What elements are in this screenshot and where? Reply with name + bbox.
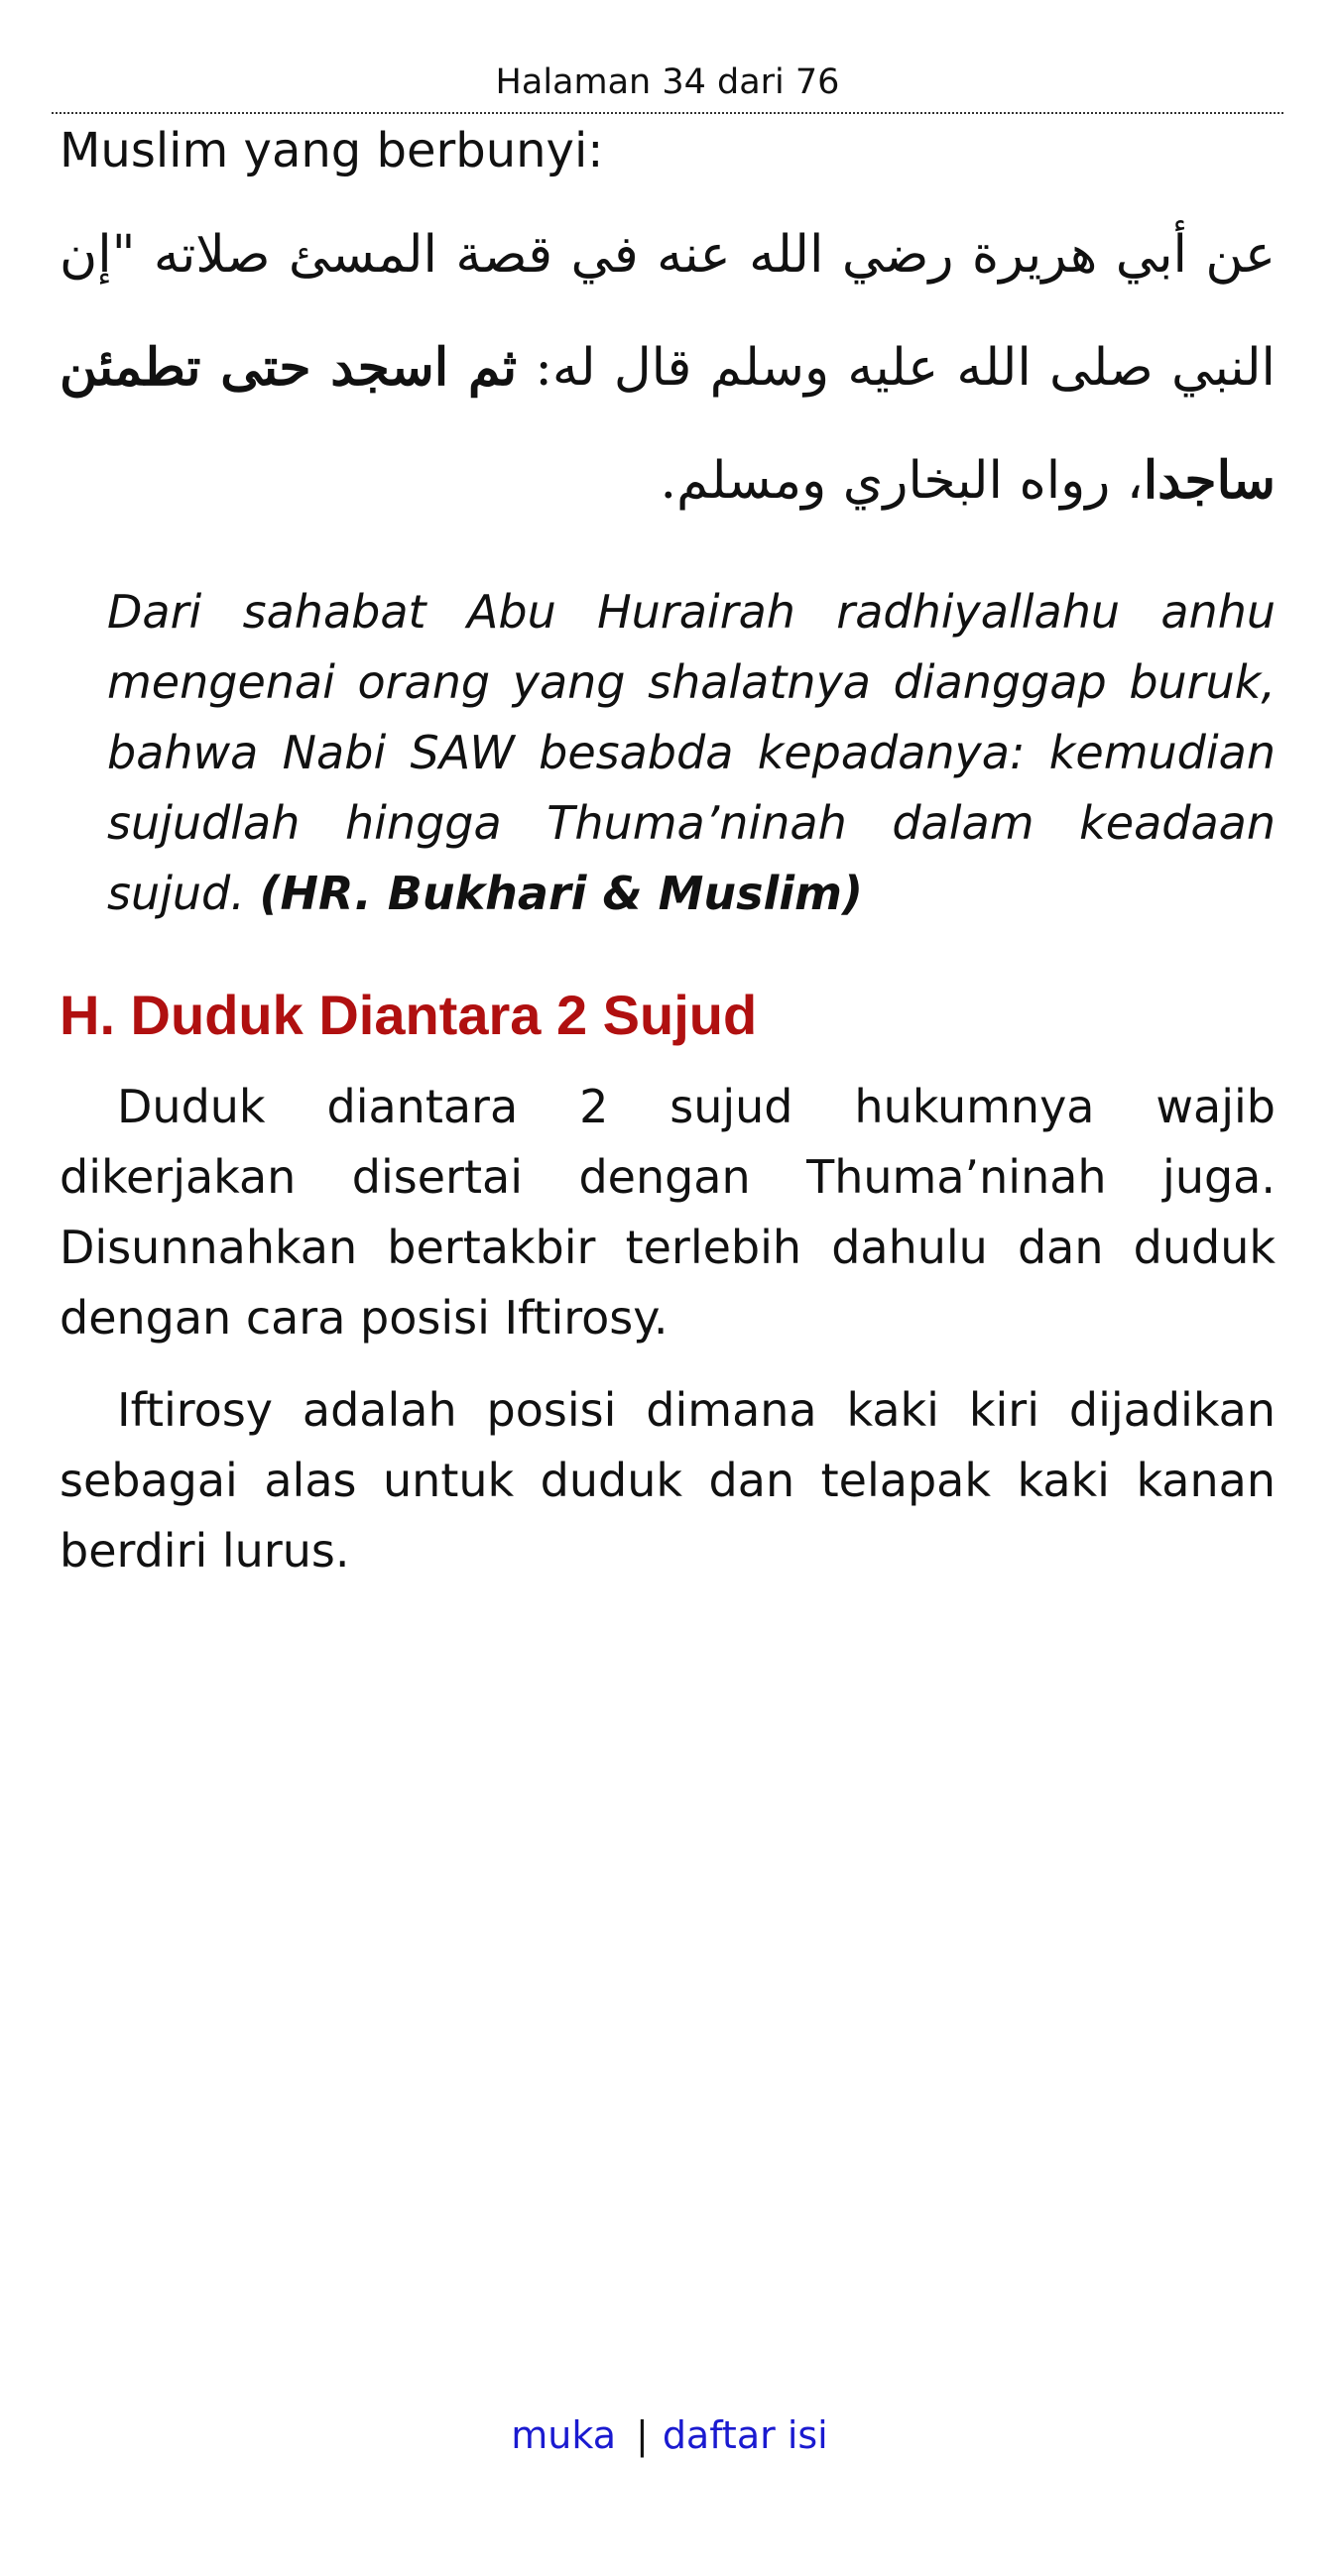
paragraph-2: Iftirosy adalah posisi dimana kaki kiri dijadikan sebagai alas untuk duduk dan telapak kaki kanan berdiri lurus. bbox=[60, 1383, 1276, 1578]
front-page-link[interactable]: muka bbox=[511, 2413, 616, 2457]
hadith-source: (HR. Bukhari & Muslim) bbox=[259, 867, 863, 920]
table-of-contents-link[interactable]: daftar isi bbox=[662, 2413, 828, 2457]
paragraph-1: Duduk diantara 2 sujud hukumnya wajib dikerjakan disertai dengan Thuma’ninah juga. Disunnahkan bertakbir terlebih dahulu dan duduk dengan cara posisi Iftirosy. bbox=[60, 1080, 1276, 1345]
translation-text: Dari sahabat Abu Hurairah radhiyallahu anhu mengenai orang yang shalatnya dianggap buruk, bahwa Nabi SAW besabda kepadanya: kemudian sujudlah hingga Thuma’ninah dalam keadaan sujud. bbox=[107, 585, 1276, 920]
hadith-translation bbox=[107, 577, 1276, 929]
page-number-header: Halaman 34 dari 76 bbox=[495, 62, 840, 102]
page-content bbox=[60, 111, 1276, 1586]
arabic-hadith-part2: ، رواه البخاري ومسلم. bbox=[660, 451, 1144, 511]
arabic-hadith-part1: عن أبي هريرة رضي الله عنه في قصة المسئ صلاته "إن النبي صلى الله عليه وسلم قال له: bbox=[60, 225, 1277, 398]
footer-separator: | bbox=[636, 2413, 649, 2457]
arabic-hadith-bold: ثم اسجد حتى تطمئن ساجدا bbox=[60, 337, 1276, 511]
intro-text: Muslim yang berbunyi: bbox=[60, 123, 604, 178]
footer-navigation bbox=[0, 2407, 1339, 2463]
arabic-hadith bbox=[60, 198, 1276, 537]
section-heading: H. Duduk Diantara 2 Sujud bbox=[60, 984, 758, 1046]
